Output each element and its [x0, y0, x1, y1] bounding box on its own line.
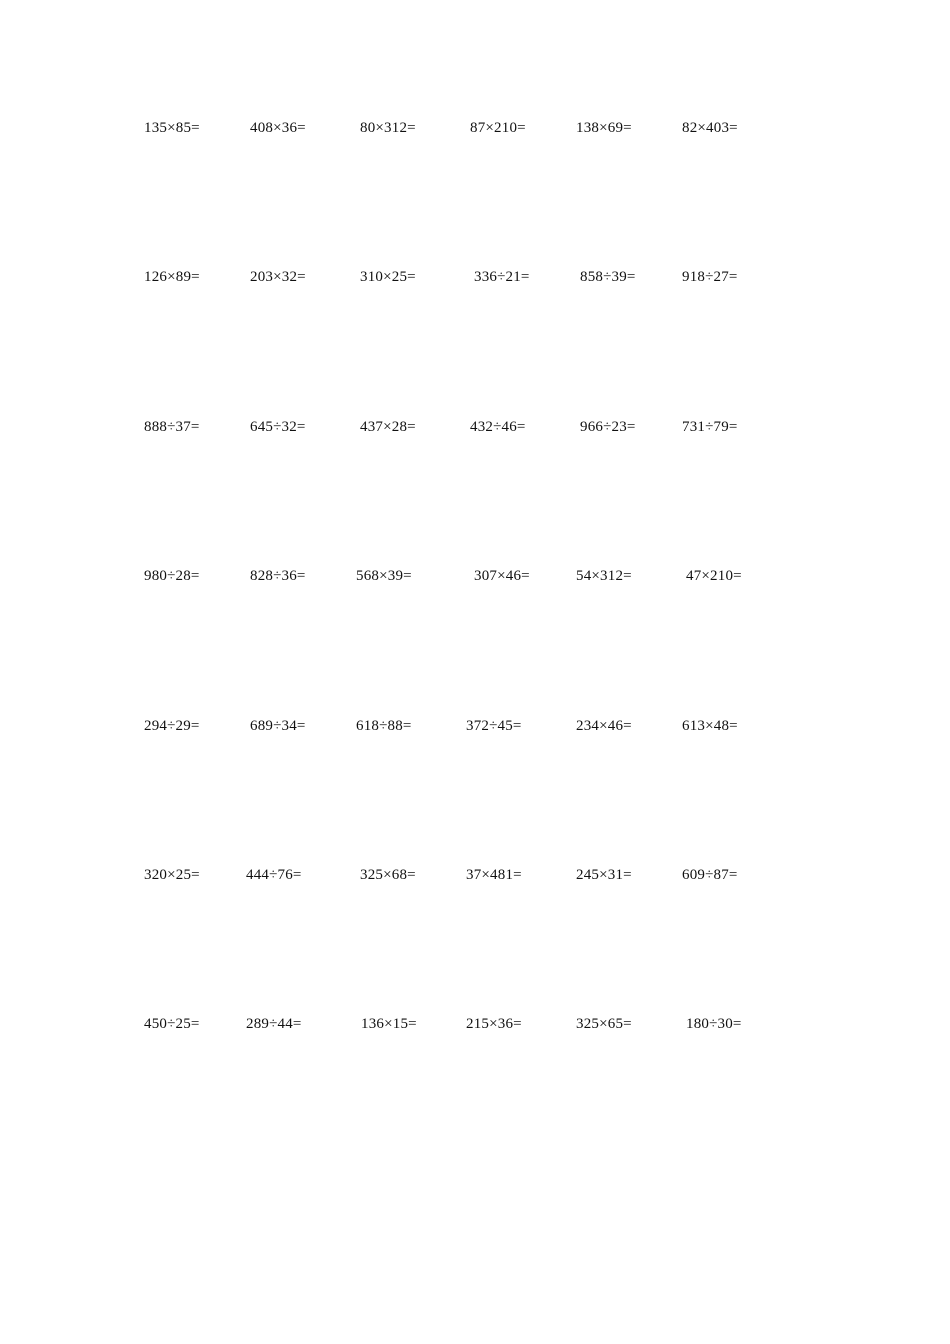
- problem: 645÷32=: [250, 419, 306, 435]
- problem: 336÷21=: [474, 269, 530, 285]
- problem: 307×46=: [474, 568, 530, 584]
- problem: 437×28=: [360, 419, 416, 435]
- problem: 310×25=: [360, 269, 416, 285]
- problem: 47×210=: [686, 568, 742, 584]
- problem: 37×481=: [466, 867, 522, 883]
- problem: 203×32=: [250, 269, 306, 285]
- problem: 289÷44=: [246, 1016, 302, 1032]
- problem: 966÷23=: [580, 419, 636, 435]
- problem: 618÷88=: [356, 718, 412, 734]
- problem: 80×312=: [360, 120, 416, 136]
- problem: 126×89=: [144, 269, 200, 285]
- problem: 138×69=: [576, 120, 632, 136]
- problem: 444÷76=: [246, 867, 302, 883]
- problem: 432÷46=: [470, 419, 526, 435]
- problem: 136×15=: [361, 1016, 417, 1032]
- problem: 215×36=: [466, 1016, 522, 1032]
- problem: 408×36=: [250, 120, 306, 136]
- problem: 609÷87=: [682, 867, 738, 883]
- problem: 613×48=: [682, 718, 738, 734]
- problem: 234×46=: [576, 718, 632, 734]
- problem: 918÷27=: [682, 269, 738, 285]
- problem: 372÷45=: [466, 718, 522, 734]
- problem: 135×85=: [144, 120, 200, 136]
- problem: 689÷34=: [250, 718, 306, 734]
- problem: 320×25=: [144, 867, 200, 883]
- problem: 294÷29=: [144, 718, 200, 734]
- problem: 568×39=: [356, 568, 412, 584]
- problem: 325×68=: [360, 867, 416, 883]
- problem: 180÷30=: [686, 1016, 742, 1032]
- problem: 54×312=: [576, 568, 632, 584]
- problem: 731÷79=: [682, 419, 738, 435]
- problem: 450÷25=: [144, 1016, 200, 1032]
- problem: 82×403=: [682, 120, 738, 136]
- problem: 245×31=: [576, 867, 632, 883]
- problem: 980÷28=: [144, 568, 200, 584]
- problem: 858÷39=: [580, 269, 636, 285]
- problem: 888÷37=: [144, 419, 200, 435]
- problem: 325×65=: [576, 1016, 632, 1032]
- problem: 828÷36=: [250, 568, 306, 584]
- problem: 87×210=: [470, 120, 526, 136]
